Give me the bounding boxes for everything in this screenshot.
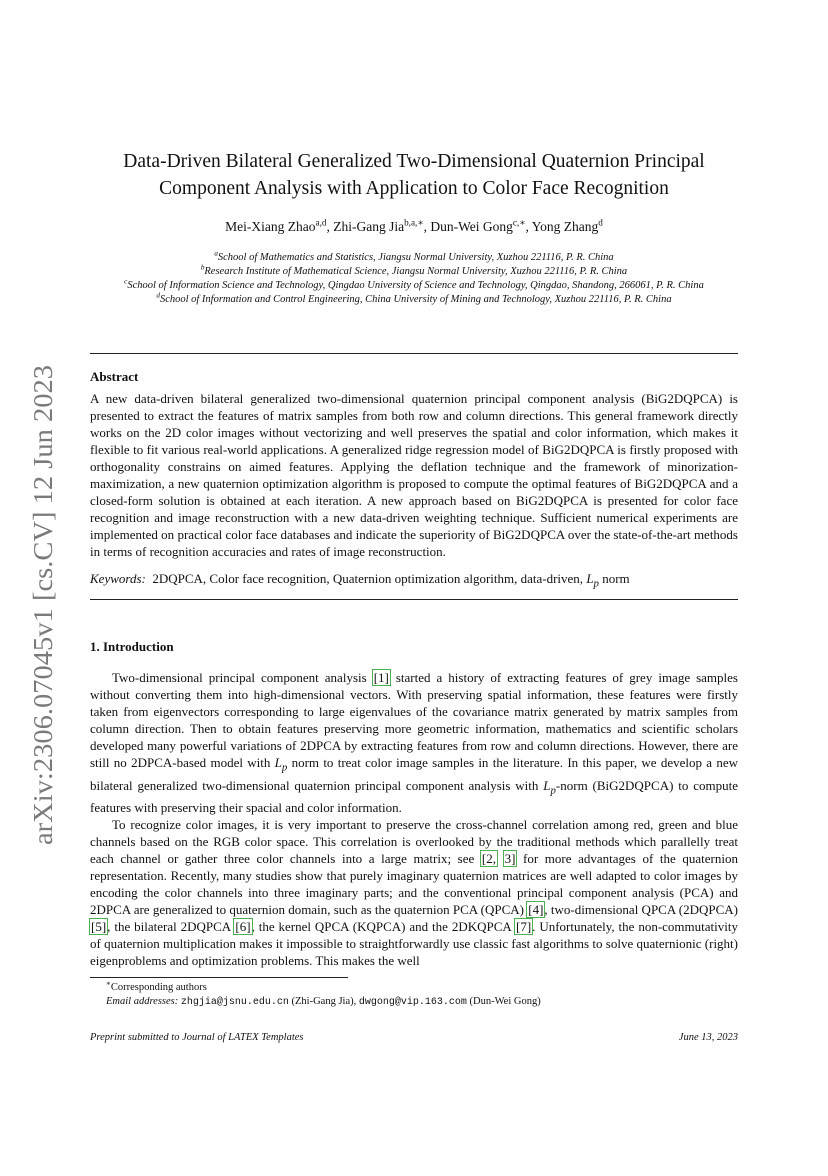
- citation-link[interactable]: [4]: [528, 902, 544, 918]
- text-run: norm to treat color image samples in the literature. In this paper, we develop a new bilateral generalized two-dimensional quaternion principal component analysis with: [90, 755, 738, 793]
- lp-symbol-sub: p: [550, 784, 556, 797]
- affiliation-c: [60, 279, 768, 293]
- email-link[interactable]: dwgong@vip.163.com: [358, 997, 467, 1008]
- keywords-label: Keywords:: [90, 571, 146, 586]
- citation-link[interactable]: 3]: [504, 851, 516, 867]
- lp-symbol-base: L: [543, 777, 551, 793]
- keywords-tail: norm: [602, 571, 630, 586]
- abstract-text: A new data-driven bilateral generalized two-dimensional quaternion principal component analysis (BiG2DQPCA) is presented to extract the features of matrix samples from both row and column directions. This general framework directly works on the 2D color images without vectorizing and well preserves the spatial and color information, which makes it flexible to fit various real-world applications. A generalized ridge regression model of BiG2DQPCA is firstly proposed with orthogonality constrains on aimed features. Applying the deflation technique and the framework of minorization-maximization, a new quaternion optimization algorithm is proposed to compute the optimal features of BiG2DQPCA and a closed-form solution is obtained at each iteration. A new approach based on BiG2DQPCA is presented for color face recognition and image reconstruction with a new data-driven weighting technique. Sufficient numerical experiments are implemented on practical color face databases and indicate the superiority of BiG2DQPCA over the state-of-the-art methods in terms of recognition accuracies and rates of image reconstruction.: [90, 391, 738, 559]
- affiliation-a: [60, 251, 768, 265]
- lp-symbol-sub: p: [281, 761, 288, 774]
- footnote-emails: [90, 995, 738, 1010]
- author-name: Dun-Wei Gong: [430, 219, 513, 234]
- affil-mark: d: [156, 291, 160, 300]
- lp-symbol-base: L: [586, 571, 594, 586]
- text-run: , the kernel QPCA (KQPCA) and the 2DKQPCA: [251, 919, 515, 935]
- affil-mark: b: [200, 263, 205, 272]
- text-run: Two-dimensional principal component analysis: [112, 670, 373, 685]
- author-list: Mei-Xiang Zhao$^{a,d}$, Zhi-Gang Jia$^{b,a,∗}$, Dun-Wei Gong$^{c,∗}$, Yong Zhang$^d$: [225, 217, 603, 234]
- email-owner: (Dun-Wei Gong): [469, 996, 541, 1007]
- footnote-text: Corresponding authors: [110, 982, 207, 993]
- author-name: Mei-Xiang Zhao: [225, 219, 316, 234]
- affil-text: School of Information and Control Engineering, China University of Mining and Technology, Xuzhou 221116, P. R. China: [159, 294, 672, 305]
- author-affil-mark: b,a,∗: [404, 217, 424, 228]
- abstract-heading: Abstract: [90, 369, 139, 384]
- citation-link[interactable]: [6]: [235, 919, 251, 935]
- email-label: Email addresses:: [106, 996, 179, 1007]
- intro-paragraph-2: [90, 816, 738, 969]
- title-line-2: Component Analysis with Application to Color Face Recognition: [159, 178, 669, 199]
- abstract-body: [90, 390, 738, 560]
- lp-symbol: [543, 777, 556, 797]
- affiliation-d: [60, 293, 768, 307]
- text-run: started a history of extracting features of grey image samples without converting them into high-dimensional vectors. With preserving spatial information, these features were firstly taken from eigenvectors corresponding to large eigenvalues of the covariance matrix generated by matrix samples from column direction. Then to obtain features preserving more geometric information, mathematics and scientific scholars developed many powerful variations of 2DPCA by extracting features from row and column directions. However, there are still no 2DPCA-based model with: [90, 670, 738, 770]
- affiliation-b: [60, 265, 768, 279]
- citation-link[interactable]: [5]: [91, 919, 107, 935]
- intro-body: [90, 669, 738, 969]
- footer-journal: Preprint submitted to Journal of LATEX Templates: [90, 1032, 304, 1043]
- text-run: , the bilateral 2DQPCA: [107, 919, 235, 935]
- arxiv-watermark: [14, 0, 64, 1171]
- arxiv-watermark-text: arXiv:2306.07045v1 [cs.CV] 12 Jun 2023: [28, 390, 58, 845]
- page-footer: [90, 1032, 738, 1043]
- footnote-rule: [90, 977, 348, 978]
- intro-paragraph-1: [90, 669, 738, 816]
- author-name: Yong Zhang: [531, 219, 599, 234]
- text-run: . Unfortunately, the non-commutativity of quaternion multiplication makes it impossible to straightforwardly use classic fast algorithms to solve quaternionic (right) eigenproblems and optimization problems. This makes the well: [90, 919, 738, 969]
- affil-text: Research Institute of Mathematical Science, Jiangsu Normal University, Xuzhou 221116, P. R. China: [204, 266, 628, 277]
- keywords: [90, 570, 738, 593]
- paper-title: [80, 148, 748, 202]
- lp-symbol-sub: p: [593, 577, 599, 590]
- author-affil-mark: a,d: [315, 217, 327, 228]
- lp-symbol: [274, 755, 288, 774]
- author-affil-mark: c,∗: [512, 217, 526, 228]
- section-heading-introduction: 1. Introduction: [90, 639, 174, 654]
- abstract-top-rule: [90, 353, 738, 354]
- affil-text: School of Mathematics and Statistics, Jiangsu Normal University, Xuzhou 221116, P. R. China: [217, 252, 614, 263]
- email-link[interactable]: zhgjia@jsnu.edu.cn: [180, 997, 289, 1008]
- title-line-1: Data-Driven Bilateral Generalized Two-Dimensional Quaternion Principal: [123, 151, 705, 172]
- abstract-bottom-rule: [90, 599, 738, 600]
- footnote: [90, 981, 738, 1010]
- keywords-text: 2DQPCA, Color face recognition, Quaternion optimization algorithm, data-driven,: [152, 571, 584, 586]
- text-run: , two-dimensional QPCA (2DQPCA): [544, 902, 738, 918]
- affil-mark: c: [124, 277, 128, 286]
- text-run: -norm (BiG2DQPCA) to compute features with preserving their spacial and color information.: [90, 777, 739, 816]
- footer-date: June 13, 2023: [678, 1032, 738, 1043]
- citation-link[interactable]: [2,: [481, 851, 496, 867]
- affil-text: School of Information Science and Technology, Qingdao University of Science and Technology, Qingdao, Shandong, 266061, P. R. China: [127, 280, 704, 291]
- text-run: To recognize color images, it is very important to preserve the cross-channel correlation among red, green and blue channels based on the RGB color space. This correlation is overlooked by the traditional methods which parallelly treat each channel or gather three color channels into a large matrix; see: [90, 817, 738, 867]
- text-run: for more advantages of the quaternion representation. Recently, many studies show that purely imaginary quaternion matrices are well adapted to color images by encoding the color channels into three imaginary parts; and the conventional principal component analysis (PCA) and 2DPCA are generalized to quaternion domain, such as the quaternion PCA (QPCA): [90, 851, 738, 918]
- affil-mark: a: [214, 249, 218, 258]
- lp-symbol: [586, 571, 599, 590]
- email-owner: (Zhi-Gang Jia),: [291, 996, 357, 1007]
- author-name: Zhi-Gang Jia: [333, 219, 405, 234]
- citation-link[interactable]: [1]: [373, 670, 389, 685]
- footnote-mark: ∗: [106, 979, 111, 988]
- author-affil-mark: d: [598, 217, 603, 228]
- footnote-corresponding: [90, 981, 738, 995]
- citation-link[interactable]: [7]: [515, 919, 532, 935]
- lp-symbol-base: L: [274, 755, 282, 770]
